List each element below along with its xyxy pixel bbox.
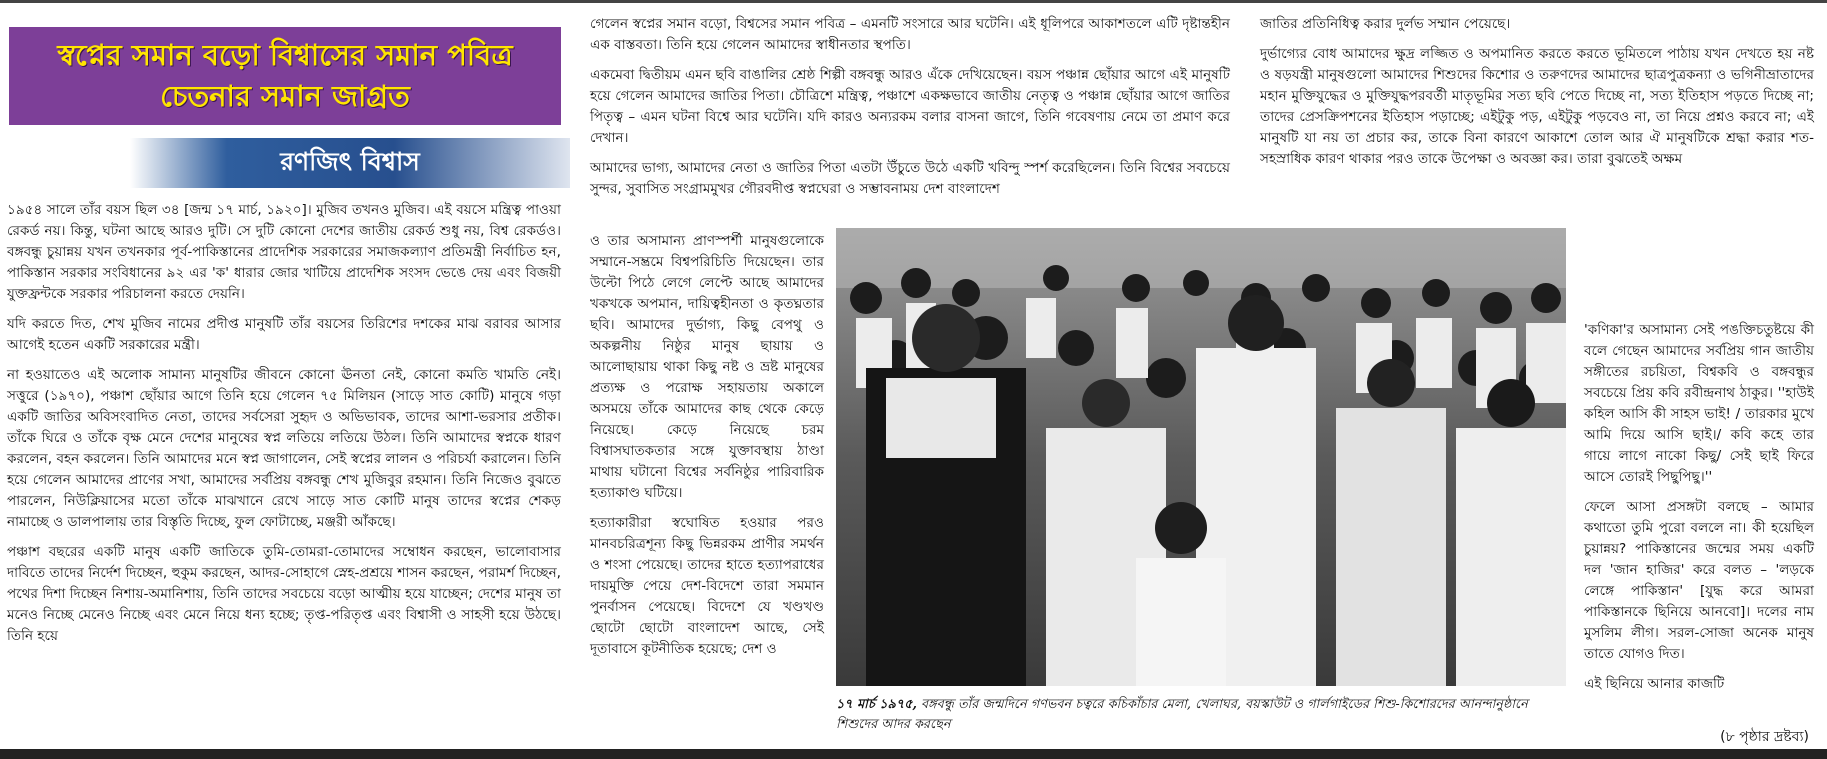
author-byline (130, 138, 570, 188)
author-name: রণজিৎ বিশ্বাস (280, 146, 420, 176)
paragraph: জাতির প্রতিনিধিত্ব করার দুর্লভ সম্মান পেয়েছে। (1260, 16, 1511, 32)
photo-illustration (836, 228, 1566, 686)
paragraph: একমেবা দ্বিতীয়ম এমন ছবি বাঙালির শ্রেষ্ঠ শিল্পী বঙ্গবন্ধু আরও এঁকে দেখিয়েছেন। বয়স পঞ্চান্ন ছোঁয়ার আগে এই মানুষটি হয়ে গেলেন আমাদের জাতির পিতা। চৌত্রিশে মন্ত্রিত্ব, পঞ্চাশে একক্ষভাবে জাতীয় নেতৃত্ব ও পঞ্চান্ন ছোঁয়ার আগে জাতির পিতৃত্ব – এমন ঘটনা বিশ্বে আর ঘটেনি। যদি কারও অন্যরকম বলার বাসনা জাগে, তিনি গবেষণায় নেমে তা প্রমাণ করে দেখান। (590, 67, 1230, 146)
article-column-3-bottom (1584, 320, 1814, 704)
paragraph: হত্যাকারীরা স্বঘোষিত হওয়ার পরও মানবচরিত্রশূন্য কিছু ভিন্নরকম প্রাণীর সমর্থন ও শংসা পেয়েছে। তাদের হাতে হত্যাপরাধের দায়মুক্তি পেয়ে দেশ-বিদেশে তারা সমমান পুনর্বাসন পেয়েছে। বিদেশে যে খণ্ডখণ্ড ছোটো ছোটো বাংলাদেশ আছে, সেই দূতাবাসে কূটনীতিক হয়েছে; দেশ ও (590, 515, 824, 657)
paragraph: ১৯৫৪ সালে তাঁর বয়স ছিল ৩৪ [জন্ম ১৭ মার্চ, ১৯২০]। মুজিব তখনও মুজিব। এই বয়সে মন্ত্রিত্ব পাওয়া রেকর্ড নয়। কিন্তু, ঘটনা আছে আরও দুটি। সে দুটি কোনো দেশের জাতীয় রেকর্ড শুধু নয়, বিশ্ব রেকর্ডও। বঙ্গবন্ধু চুয়ান্নয় যখন তখনকার পূর্ব-পাকিস্তানের প্রাদেশিক সরকারের সমাজকল্যাণ প্রতিমন্ত্রী নির্বাচিত হন, পাকিস্তান সরকার সংবিধানের ৯২ এর 'ক' ধারার জোর খাটিয়ে প্রাদেশিক সংসদ ভেঙে দেয় এবং বিজয়ী যুক্তফ্রন্টকে সরকার পরিচালনা করতে দেয়নি। (7, 202, 561, 302)
paragraph: পঞ্চাশ বছরের একটি মানুষ একটি জাতিকে তুমি-তোমরা-তোমাদের সম্বোধন করছেন, ভালোবাসার দাবিতে তাদের নির্দেশ দিচ্ছেন, হুকুম করছেন, আদর-সোহাগে স্নেহ-প্রশ্রয়ে শাসন করছেন, পরামর্শ দিচ্ছেন, পথের দিশা দিচ্ছেন নিশায়-অমানিশায়, তিনি তাদের সবচেয়ে বড়ো আত্মীয় হয়ে যাচ্ছেন; দেশের মানুষ তা মনেও নিচ্ছে মেনেও নিচ্ছে এবং মেনে নিয়ে ধন্য হচ্ছে; তৃপ্ত-পরিতৃপ্ত এবং বিশ্বাসী ও সাহসী হয়ে উঠছে। তিনি হয়ে (7, 544, 561, 644)
paragraph: এই ছিনিয়ে আনার কাজটি (1584, 676, 1725, 692)
headline-line-2: চেতনার সমান জাগ্রত (160, 79, 410, 113)
paragraph: দুর্ভাগ্যের বোধ আমাদের ক্ষুদ্র লজ্জিত ও অপমানিত করতে করতে ভূমিতলে পাঠায় যখন দেখতে হয় নষ্ট ও ষড়যন্ত্রী মানুষগুলো আমাদের শিশুদের কিশোর ও তরুণদের আমাদের ছাত্রপুত্রকন্যা ও ভগিনীভ্রাতাদের মহান মুক্তিযুদ্ধের ও মুক্তিযুদ্ধপরবর্তী মাতৃভূমির সত্য ছবি পেতে দিচ্ছে না, সত্য ইতিহাস পড়তে দিচ্ছে না; তাদের প্রেসক্রিপশনের ইতিহাস পড়াচ্ছে; এইটুকু পড়, এইটুকু পড়বেও না, তা নিয়ে প্রশ্নও করবে না; এই মানুষটি যা নয় তা প্রচার কর, তাকে বিনা কারণে আকাশে তোল আর ঐ মানুষটিকে শ্রদ্ধা করার শত-সহস্রাধিক কারণ থাকার পরও তাকে উপেক্ষা ও অবজ্ঞা কর। তারা বুঝতেই অক্ষম (1260, 46, 1814, 167)
paragraph: না হওয়াতেও এই অলোক সামান্য মানুষটির জীবনে কোনো ঊনতা নেই, কোনো কমতি খামতি নেই। সত্তুরে (১৯৭০), পঞ্চাশ ছোঁয়ার আগে তিনি হয়ে গেলেন ৭৫ মিলিয়ন (সাড়ে সাত কোটি) মানুষে গড়া একটি জাতির অবিসংবাদিত নেতা, তাদের সর্বসেরা সুহৃদ ও অভিভাবক, তাদের আশা-ভরসার প্রতীক। তাঁকে ঘিরে ও তাঁকে বৃক্ষ মেনে দেশের মানুষের স্বপ্ন লতিয়ে লতিয়ে উঠল। তিনি আমাদের স্বপ্নকে ধারণ করলেন, বহন করলেন। তিনি আমাদের মনে স্বপ্ন জাগালেন, সেই স্বপ্নের লালন ও পরিচর্যা করালেন। তিনি হয়ে গেলেন আমাদের প্রাণের সখা, আমাদের সর্বপ্রিয় বঙ্গবন্ধু শেখ মুজিবুর রহমান। তিনি নিজেও বুঝতে পারলেন, নিউক্লিয়াসের মতো তাঁকে মাঝখানে রেখে সাড়ে সাত কোটি মানুষ তাদের স্বপ্নের শেকড় নামাচ্ছে ও ডালপালায় তার বিস্তৃতি দিচ্ছে, ফুল ফোটাচ্ছে, মঞ্জরী আঁকছে। (7, 367, 561, 530)
news-photo (836, 228, 1566, 686)
bottom-rule (0, 749, 1827, 759)
continued-page-note: (৮ পৃষ্ঠার দ্রষ্টব্য) (1720, 729, 1809, 745)
paragraph: গেলেন স্বপ্নের সমান বড়ো, বিশ্বসের সমান পবিত্র – এমনটি সংসারে আর ঘটেনি। এই ধূলিপরে আকাশতলে এটি দৃষ্টান্তহীন এক বাস্তবতা। তিনি হয়ে গেলেন আমাদের স্বাধীনতার স্থপতি। (590, 16, 1230, 53)
caption-text: বঙ্গবন্ধু তাঁর জন্মদিনে গণভবন চত্বরে কচিকাঁচার মেলা, খেলাঘর, বয়স্কাউট ও গার্লগাইডের শিশু-কিশোরদের আনন্দানুষ্ঠানে শিশুদের আদর করছেন (836, 697, 1528, 732)
article-column-2-top (590, 14, 1230, 200)
photo-caption (836, 695, 1566, 735)
caption-date: ১৭ মার্চ ১৯৭৫, (836, 697, 917, 712)
article-column-2-bottom (590, 231, 824, 669)
top-rule (0, 0, 1827, 3)
article-column-3-top (1260, 14, 1814, 170)
paragraph: 'কণিকা'র অসামান্য সেই পঙক্তিচতুষ্টয়ে কী বলে গেছেন আমাদের সর্বপ্রিয় গান জাতীয় সঙ্গীতের রচয়িতা, বিশ্বকবি ও বঙ্গবন্ধুর সবচেয়ে প্রিয় কবি রবীন্দ্রনাথ ঠাকুর। ''হাউই কহিল আসি কী সাহস ভাই! / তারকার মুখে আমি দিয়ে আসি ছাই।/ কবি কহে তার গায়ে লাগে নাকো কিছু/ সেই ছাই ফিরে আসে তোরই পিছুপিছু।'' (1584, 322, 1814, 485)
paragraph: ফেলে আসা প্রসঙ্গটা বলছে – আমার কথাতো তুমি পুরো বললে না। কী হয়েছিল চুয়ান্নয়? পাকিস্তানের জন্মের সময় একটি দল 'জান হাজির' করে বলত – 'লড়কে লেঙ্গে পাকিস্তান' [যুদ্ধ করে আমরা পাকিস্তানকে ছিনিয়ে আনবো]। দলের নাম মুসলিম লীগ। সরল-সোজা অনেক মানুষ তাতে যোগও দিত। (1584, 499, 1814, 662)
headline-line-1: স্বপ্নের সমান বড়ো বিশ্বাসের সমান পবিত্র (57, 38, 513, 72)
article-column-1 (7, 200, 561, 656)
headline-banner (9, 27, 561, 125)
paragraph: ও তার অসামান্য প্রাণস্পর্শী মানুষগুলোকে সম্মানে-সম্ভ্রমে বিশ্বপরিচিতি দিয়েছেন। তার উল্টো পিঠে লেগে লেপ্টে আছে আমাদের খকখকে অপমান, দায়িত্বহীনতা ও কৃতঘ্নতার ছবি। আমাদের দুর্ভাগ্য, কিছু বেপথু ও অকল্পনীয় নিষ্ঠুর মানুষ ছায়ায় ও আলোছায়ায় থাকা কিছু নষ্ট ও ভ্রষ্ট মানুষের প্রত্যক্ষ ও পরোক্ষ সহায়তায় অকালে অসময়ে তাঁকে আমাদের কাছ থেকে কেড়ে নিয়েছে। কেড়ে নিয়েছে চরম বিশ্বাসঘাতকতার সঙ্গে যুক্তাবস্থায় ঠাণ্ডা মাথায় ঘটানো বিশ্বের সর্বনিষ্ঠুর পারিবারিক হত্যাকাণ্ড ঘটিয়ে। (590, 233, 824, 501)
paragraph: আমাদের ভাগ্য, আমাদের নেতা ও জাতির পিতা এতটা উঁচুতে উঠে একটি খবিন্দু স্পর্শ করেছিলেন। তিনি বিশ্বের সবচেয়ে সুন্দর, সুবাসিত সংগ্রামমুখর গৌরবদীপ্ত স্বপ্নঘেরা ও সম্ভাবনাময় দেশ বাংলাদেশ (590, 160, 1230, 197)
paragraph: যদি করতে দিত, শেখ মুজিব নামের প্রদীপ্ত মানুষটি তাঁর বয়সের তিরিশের দশকের মাঝ বরাবর আসার আগেই হতেন একটি সরকারের মন্ত্রী। (7, 316, 561, 353)
